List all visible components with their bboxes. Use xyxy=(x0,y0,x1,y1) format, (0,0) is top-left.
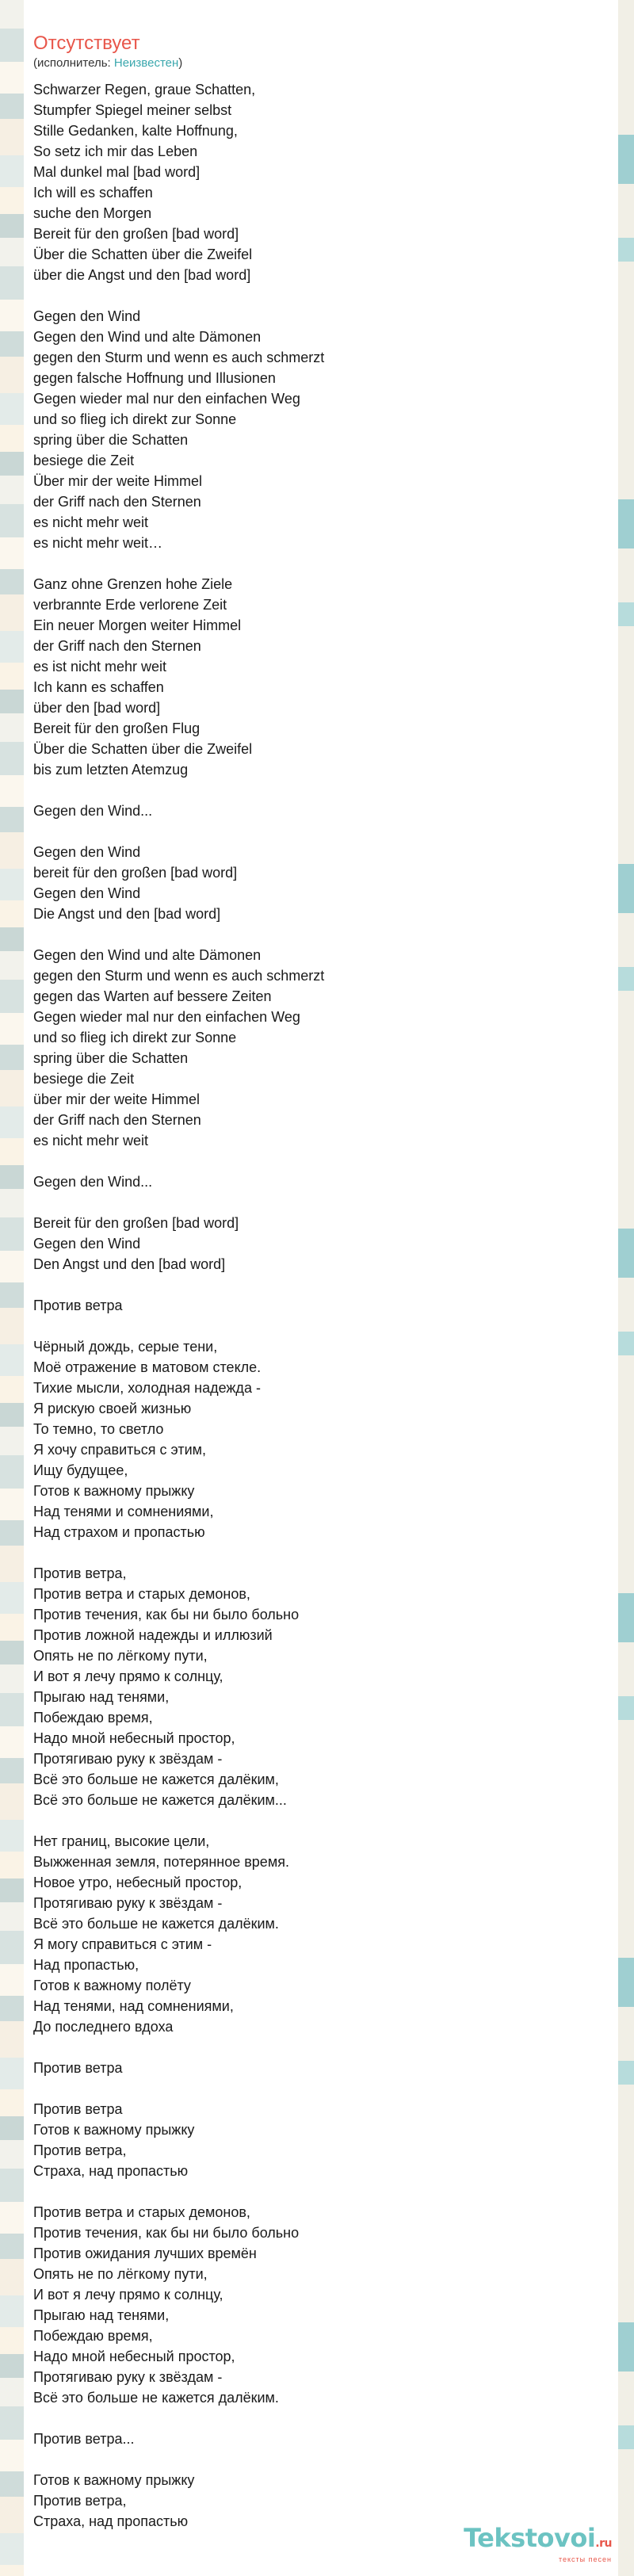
lyric-line: gegen falsche Hoffnung und Illusionen xyxy=(33,370,276,386)
lyric-line: Ganz ohne Grenzen hohe Ziele xyxy=(33,576,233,592)
lyric-line: Über die Schatten über die Zweifel xyxy=(33,741,253,757)
lyric-line: es nicht mehr weit… xyxy=(33,535,163,551)
lyric-line: Против ветра, xyxy=(33,1565,127,1581)
lyric-line: Над тенями, над сомнениями, xyxy=(33,1998,234,2014)
lyrics-text xyxy=(33,79,609,2532)
lyric-line: Тихие мысли, холодная надежда - xyxy=(33,1380,261,1396)
lyric-line: Над пропастью, xyxy=(33,1957,139,1973)
performer-line xyxy=(33,55,609,71)
song-title: Отсутствует xyxy=(33,32,140,54)
lyric-line: gegen das Warten auf bessere Zeiten xyxy=(33,988,272,1004)
stanza xyxy=(33,1295,609,1316)
lyric-line: Ein neuer Morgen weiter Himmel xyxy=(33,617,242,633)
lyric-line: Gegen wieder mal nur den einfachen Weg xyxy=(33,1009,300,1025)
lyric-line: über den [bad word] xyxy=(33,700,161,716)
lyric-line: Над тенями и сомнениями, xyxy=(33,1504,214,1519)
lyric-line: Против ветра, xyxy=(33,2142,127,2158)
lyric-line: Ich kann es schaffen xyxy=(33,679,164,695)
lyric-line: Gegen den Wind... xyxy=(33,803,153,819)
lyric-line: Ищу будущее, xyxy=(33,1462,128,1478)
lyric-line: Всё это больше не кажется далёким... xyxy=(33,1792,287,1808)
lyric-line: der Griff nach den Sternen xyxy=(33,494,201,510)
lyric-line: Gegen den Wind xyxy=(33,1236,141,1252)
lyric-line: Gegen den Wind und alte Dämonen xyxy=(33,947,262,963)
lyric-line: Выжженная земля, потерянное время. xyxy=(33,1854,289,1870)
stanza xyxy=(33,801,609,821)
stanza xyxy=(33,1213,609,1275)
lyric-line: Протягиваю руку к звёздам - xyxy=(33,2369,223,2385)
lyric-line: Den Angst und den [bad word] xyxy=(33,1256,226,1272)
lyric-line: Протягиваю руку к звёздам - xyxy=(33,1751,223,1767)
lyric-line: И вот я лечу прямо к солнцу, xyxy=(33,1668,223,1684)
lyric-line: Надо мной небесный простор, xyxy=(33,1730,235,1746)
stanza xyxy=(33,2058,609,2078)
site-logo[interactable] xyxy=(464,2524,612,2563)
lyric-line: verbrannte Erde verlorene Zeit xyxy=(33,597,227,613)
lyric-line: Страха, над пропастью xyxy=(33,2163,189,2179)
lyric-line: über mir der weite Himmel xyxy=(33,1091,201,1107)
lyric-line: und so flieg ich direkt zur Sonne xyxy=(33,1030,237,1045)
lyric-line: Готов к важному прыжку xyxy=(33,1483,195,1499)
lyric-line: Против течения, как бы ни было больно xyxy=(33,2225,300,2241)
lyric-line: Против ожидания лучших времён xyxy=(33,2245,257,2261)
lyric-line: und so flieg ich direkt zur Sonne xyxy=(33,411,237,427)
lyrics-panel xyxy=(24,0,618,2576)
lyric-line: über die Angst und den [bad word] xyxy=(33,267,251,283)
lyric-line: Чёрный дождь, серые тени, xyxy=(33,1339,218,1355)
lyric-line: Нет границ, высокие цели, xyxy=(33,1833,210,1849)
lyric-line: Против ветра и старых демонов, xyxy=(33,1586,250,1602)
lyric-line: Против ветра xyxy=(33,2101,123,2117)
lyric-line: es nicht mehr weit xyxy=(33,1133,149,1148)
lyric-line: bereit für den großen [bad word] xyxy=(33,865,238,881)
lyric-line: До последнего вдоха xyxy=(33,2019,174,2035)
lyric-line: Mal dunkel mal [bad word] xyxy=(33,164,201,180)
lyric-line: es nicht mehr weit xyxy=(33,514,149,530)
lyric-line: Я хочу справиться с этим, xyxy=(33,1442,207,1458)
lyric-line: suche den Morgen xyxy=(33,205,152,221)
lyric-line: Gegen den Wind und alte Dämonen xyxy=(33,329,262,345)
lyric-line: И вот я лечу прямо к солнцу, xyxy=(33,2287,223,2303)
lyric-line: Прыгаю над тенями, xyxy=(33,2307,170,2323)
lyric-line: Gegen den Wind xyxy=(33,885,141,901)
lyric-line: Страха, над пропастью xyxy=(33,2513,189,2529)
performer-link[interactable]: Неизвестен xyxy=(113,56,179,70)
lyric-line: Против ложной надежды и иллюзий xyxy=(33,1627,273,1643)
lyric-line: besiege die Zeit xyxy=(33,453,135,468)
stanza xyxy=(33,2429,609,2449)
logo-wordmark xyxy=(464,2524,612,2557)
lyric-line: Готов к важному прыжку xyxy=(33,2472,195,2488)
lyric-line: Моё отражение в матовом стекле. xyxy=(33,1359,262,1375)
lyric-line: Gegen wieder mal nur den einfachen Weg xyxy=(33,391,300,407)
lyric-line: Я могу справиться с этим - xyxy=(33,1936,212,1952)
logo-tagline: тексты песен xyxy=(558,2555,612,2563)
lyric-line: Gegen den Wind xyxy=(33,308,141,324)
lyric-line: То темно, то светло xyxy=(33,1421,164,1437)
lyric-line: Над страхом и пропастью xyxy=(33,1524,205,1540)
lyric-line: Ich will es schaffen xyxy=(33,185,153,201)
lyric-line: Против ветра, xyxy=(33,2493,127,2509)
lyric-line: Новое утро, небесный простор, xyxy=(33,1875,243,1890)
stanza xyxy=(33,2202,609,2408)
lyric-line: Bereit für den großen [bad word] xyxy=(33,1215,239,1231)
lyric-line: Прыгаю над тенями, xyxy=(33,1689,170,1705)
performer-suffix: ) xyxy=(178,56,183,70)
lyric-line: spring über die Schatten xyxy=(33,1050,189,1066)
lyric-line: Я рискую своей жизнью xyxy=(33,1401,192,1416)
stanza xyxy=(33,842,609,924)
lyric-line: Против ветра xyxy=(33,2060,123,2076)
stanza xyxy=(33,1563,609,1810)
lyric-line: spring über die Schatten xyxy=(33,432,189,448)
lyric-line: Против течения, как бы ни было больно xyxy=(33,1607,300,1622)
lyric-line: Bereit für den großen [bad word] xyxy=(33,226,239,242)
lyric-line: gegen den Sturm und wenn es auch schmerzt xyxy=(33,968,325,984)
lyric-line: Всё это больше не кажется далёким, xyxy=(33,1771,279,1787)
logo-tld: .ru xyxy=(595,2537,612,2550)
stanza xyxy=(33,2099,609,2181)
lyric-line: Побеждаю время, xyxy=(33,1710,153,1726)
logo-name: Tekstovoi xyxy=(464,2523,596,2553)
lyric-line: Über die Schatten über die Zweifel xyxy=(33,247,253,262)
lyric-line: Всё это больше не кажется далёким. xyxy=(33,2390,279,2406)
lyric-line: Die Angst und den [bad word] xyxy=(33,906,221,922)
stanza xyxy=(33,1171,609,1192)
lyric-line: Против ветра xyxy=(33,1298,123,1313)
lyric-line: Gegen den Wind... xyxy=(33,1174,153,1190)
stanza xyxy=(33,79,609,285)
lyric-line: Протягиваю руку к звёздам - xyxy=(33,1895,223,1911)
lyric-line: besiege die Zeit xyxy=(33,1071,135,1087)
lyric-line: Опять не по лёгкому пути, xyxy=(33,1648,208,1664)
lyric-line: Stille Gedanken, kalte Hoffnung, xyxy=(33,123,238,139)
lyric-line: Bereit für den großen Flug xyxy=(33,720,201,736)
lyric-line: bis zum letzten Atemzug xyxy=(33,762,189,778)
lyric-line: Готов к важному прыжку xyxy=(33,2122,195,2138)
lyric-line: Stumpfer Spiegel meiner selbst xyxy=(33,102,232,118)
performer-prefix: (исполнитель: xyxy=(33,56,114,70)
lyric-line: der Griff nach den Sternen xyxy=(33,1112,201,1128)
lyric-line: Über mir der weite Himmel xyxy=(33,473,203,489)
lyric-line: Против ветра и старых демонов, xyxy=(33,2204,250,2220)
stanza xyxy=(33,306,609,553)
lyric-line: Против ветра... xyxy=(33,2431,135,2447)
lyric-line: Надо мной небесный простор, xyxy=(33,2349,235,2364)
stanza xyxy=(33,1831,609,2037)
decorative-stripe xyxy=(618,0,634,2576)
stanza xyxy=(33,574,609,780)
lyric-line: Gegen den Wind xyxy=(33,844,141,860)
lyric-line: Schwarzer Regen, graue Schatten, xyxy=(33,82,256,97)
lyric-line: Опять не по лёгкому пути, xyxy=(33,2266,208,2282)
lyric-line: So setz ich mir das Leben xyxy=(33,143,198,159)
lyric-line: es ist nicht mehr weit xyxy=(33,659,167,675)
lyric-line: Всё это больше не кажется далёким. xyxy=(33,1916,279,1932)
stanza xyxy=(33,1336,609,1542)
lyric-line: Готов к важному полёту xyxy=(33,1978,191,1993)
lyric-line: Побеждаю время, xyxy=(33,2328,153,2344)
stanza xyxy=(33,945,609,1151)
lyric-line: gegen den Sturm und wenn es auch schmerzt xyxy=(33,350,325,365)
lyric-line: der Griff nach den Sternen xyxy=(33,638,201,654)
